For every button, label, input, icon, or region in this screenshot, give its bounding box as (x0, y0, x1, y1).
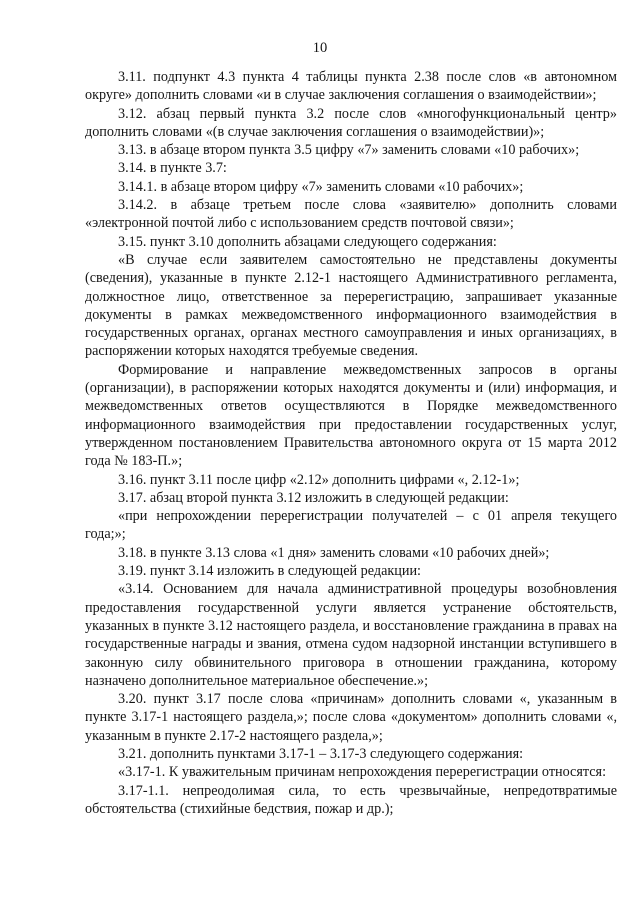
paragraph: 3.20. пункт 3.17 после слова «причинам» дополнить словами «, указанным в пункте 3.17-1 настоящего раздела,»; после слова «документом» дополнить словами «, указанным в пункте 2.17-2 настоящего раздела,»; (85, 691, 617, 744)
paragraph: 3.14.1. в абзаце втором цифру «7» заменить словами «10 рабочих»; (118, 178, 524, 195)
paragraph: «3.17-1. К уважительным причинам непрохождения перерегистрации относятся: (118, 764, 607, 781)
paragraph: 3.13. в абзаце втором пункта 3.5 цифру «7» заменить словами «10 рабочих»; (118, 142, 580, 159)
page-number: 10 (312, 40, 328, 56)
paragraph: 3.14. в пункте 3.7: (118, 160, 227, 177)
paragraph: 3.17. абзац второй пункта 3.12 изложить в следующей редакции: (118, 489, 509, 506)
paragraph: 3.16. пункт 3.11 после цифр «2.12» дополнить цифрами «, 2.12-1»; (118, 471, 520, 488)
paragraph: 3.14.2. в абзаце третьем после слова «заявителю» дополнить словами «электронной почтой либо с использованием средств почтовой связи»; (85, 197, 617, 232)
paragraph: 3.19. пункт 3.14 изложить в следующей редакции: (118, 563, 421, 580)
paragraph: Формирование и направление межведомственных запросов в органы (организации), в распоряжении которых находятся документы и (или) информация, и межведомственных ответов осуществляются в Порядке межведомственного информационного взаимодействия при предоставлении государственных услуг, утвержденном постановлением Правительства автономного округа от 15 марта 2012 года № 183-П.»; (85, 361, 617, 470)
paragraph: 3.15. пункт 3.10 дополнить абзацами следующего содержания: (118, 233, 497, 250)
paragraph: «В случае если заявителем самостоятельно не представлены документы (сведения), указанные в пункте 2.12-1 настоящего Административного регламента, должностное лицо, ответственное за перерегистрацию, запрашивает указанные документы в рамках межведомственного информационного взаимодействия в государственных органах, органах местного самоуправления и иных организациях, в распоряжении которых находятся требуемые сведения. (85, 251, 617, 360)
paragraph: 3.18. в пункте 3.13 слова «1 дня» заменить словами «10 рабочих дней»; (118, 544, 550, 561)
paragraph: 3.12. абзац первый пункта 3.2 после слов «многофункциональный центр» дополнить словами «(в случае заключения соглашения о взаимодействии)»; (85, 105, 617, 140)
paragraph: «при непрохождении перерегистрации получателей – с 01 апреля текущего года;»; (85, 508, 617, 543)
paragraph: 3.11. подпункт 4.3 пункта 4 таблицы пункта 2.38 после слов «в автономном округе» дополнить словами «и в случае заключения соглашения о взаимодействии»; (85, 69, 617, 104)
document-body (85, 68, 617, 818)
paragraph: 3.21. дополнить пунктами 3.17-1 – 3.17-3 следующего содержания: (118, 745, 524, 762)
paragraph: 3.17-1.1. непреодолимая сила, то есть чрезвычайные, непредотвратимые обстоятельства (стихийные бедствия, пожар и др.); (85, 782, 617, 817)
paragraph: «3.14. Основанием для начала административной процедуры возобновления предоставления государственной услуги является устранение обстоятельств, указанных в пункте 3.12 настоящего раздела, и восстановление гражданина в правах на государственные награды и звания, отмена судом надзорной инстанции вступившего в законную силу обвинительного приговора в отношении гражданина, которому назначено дополнительное материальное обеспечение.»; (85, 581, 617, 689)
